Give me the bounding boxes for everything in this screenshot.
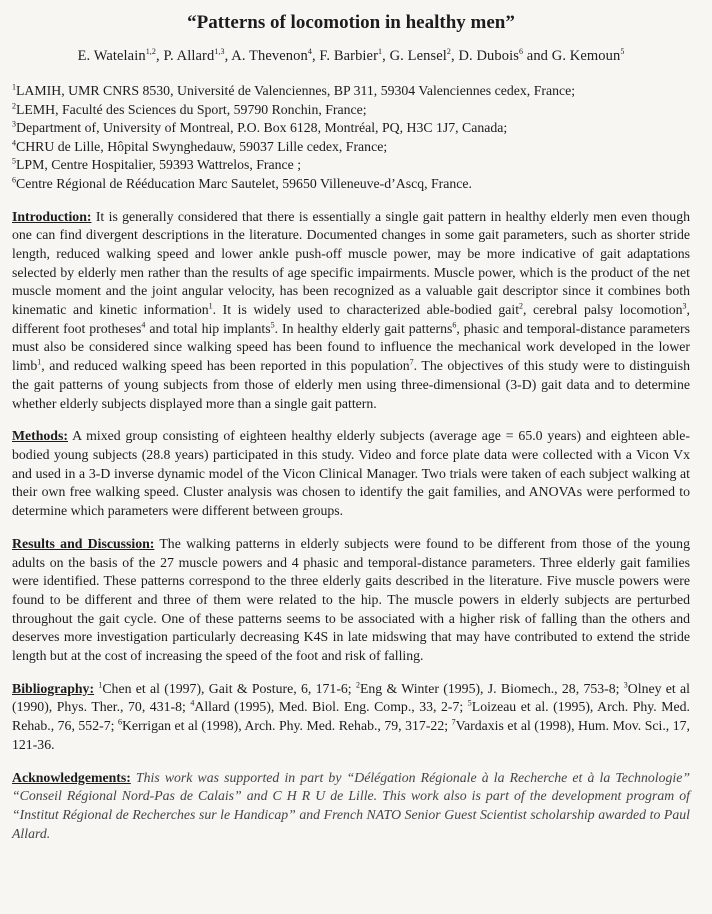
author-separator: , (450, 48, 459, 64)
bibliography-citation-mark: 3 (623, 680, 628, 690)
introduction-citation-mark: 7 (409, 357, 414, 367)
methods-body: A mixed group consisting of eighteen healthy elderly subjects (average age = 65.0 years) and eighteen able-bodied young subjects (28.8 years) participated in this study. Video and force plate data were collected with a Vicon Vx and used in a 3-D inverse dynamic model of the Vicon Clinical Manager. Two trials were taken of each subject walking at their own free walking speed. Cluster analysis was chosen to identify the gait families, and ANOVAs were performed to determine which parameters were different between groups. (12, 428, 690, 519)
author-list (12, 48, 690, 68)
acknowledgements-body: This work was supported in part by “Délégation Régionale à la Recherche et à la Technologie” “Conseil Régional Nord-Pas de Calais” and C H R U de Lille. This work also is part of the development program of “Institut Régional de Recherches sur le Handicap” and French NATO Senior Guest Scientist scholarship awarded to Paul Allard. (12, 769, 690, 841)
introduction-text: . The objectives of this study were to distinguish the gait patterns of young subjects from those of elderly men using three-dimensional (3-D) gait data and to determine whether elderly subjects displayed more than a single gait pattern. (12, 358, 690, 411)
introduction-text: , different foot protheses (12, 302, 690, 336)
paper-title: “Patterns of locomotion in healthy men” (187, 12, 515, 33)
author-name: A. Thevenon (231, 48, 308, 64)
results-heading: Results and Discussion: (12, 535, 155, 551)
author-affiliation-mark: 6 (518, 47, 524, 57)
bibliography-text: Chen et al (1997), Gait & Posture, 6, 171-6; (102, 680, 356, 696)
acknowledgements-heading: Acknowledgements: (12, 769, 131, 785)
bibliography-citation-mark: 4 (190, 698, 195, 708)
author-affiliation-mark: 1,3 (214, 47, 225, 57)
affiliation-mark: 3 (12, 119, 16, 129)
author-name: G. Lensel (389, 48, 447, 64)
author-name: D. Dubois (458, 48, 519, 64)
author-name: G. Kemoun (551, 48, 621, 64)
bibliography-text: Olney et al (1990), Phys. Ther., 70, 431-8; (12, 680, 690, 715)
introduction-citation-mark: 5 (270, 320, 275, 330)
introduction-text: . It is widely used to characterized able-bodied gait (212, 302, 520, 318)
author-separator: , (382, 48, 390, 64)
results-section (12, 535, 690, 666)
author-separator: , (156, 48, 164, 64)
introduction-citation-mark: 2 (519, 301, 524, 311)
affiliation-mark: 6 (12, 175, 16, 185)
affiliation-line (12, 101, 690, 120)
results-body: The walking patterns in elderly subjects were found to be different from those of the young adults on the basis of the 27 muscle powers and 4 phasic and temporal-distance parameters. Three elderly gait families were identified. These patterns correspond to the three elderly gaits described in the literature. Five muscle powers were found to be different and three of them were related to the hip. The muscle powers in elderly subjects are perturbed throughout the gait cycle. One of these patterns seems to be associated with a higher risk of falling than the others and deserves more investigation particularly decreasing K4S in late midswing that may have contributed to extend the stride length but at the cost of increasing the speed of the foot and risk of falling. (12, 535, 690, 664)
author-affiliation-mark: 4 (307, 47, 312, 57)
introduction-text: It is generally considered that there is essentially a single gait pattern in healthy elderly men even though one can find divergent descriptions in the literature. Documented changes in some gait parameters, such as shorter stride length, reduced walking speed and lower ankle push-off muscle power, may be more indicative of gait adaptations selected by elderly men rather than the results of age specific impairments. Muscle power, which is the product of the net muscle moment and the joint angular velocity, has been recognized as a valuable gait descriptor since it combines both kinematic and kinetic information (12, 208, 690, 318)
affiliation-mark: 5 (12, 156, 16, 166)
bibliography-text: Loizeau et al. (1995), Arch. Phy. Med. Rehab., 76, 552-7; (12, 699, 690, 734)
introduction-body (12, 209, 690, 411)
affiliation-list (12, 82, 690, 194)
introduction-heading: Introduction: (12, 208, 92, 224)
author-affiliation-mark: 5 (620, 47, 625, 57)
author-separator: , (224, 48, 232, 64)
affiliation-line (12, 82, 690, 101)
affiliation-line (12, 119, 690, 138)
affiliation-mark: 4 (12, 138, 16, 148)
introduction-citation-mark: 3 (682, 301, 687, 311)
introduction-text: . In healthy elderly gait patterns (274, 320, 453, 336)
author-affiliation-mark: 1 (378, 47, 383, 57)
author-affiliation-mark: 1,2 (145, 47, 156, 57)
affiliation-text: LAMIH, UMR CNRS 8530, Université de Valenciennes, BP 311, 59304 Valenciennes cedex, France; (16, 83, 576, 98)
author-separator: , (311, 48, 320, 64)
introduction-citation-mark: 1 (208, 301, 213, 311)
author-affiliation-mark: 2 (446, 47, 451, 57)
introduction-citation-mark: 1 (37, 357, 42, 367)
author-name: F. Barbier (319, 48, 379, 64)
affiliation-mark: 1 (12, 82, 16, 92)
affiliation-line (12, 175, 690, 194)
bibliography-heading: Bibliography: (12, 680, 95, 696)
introduction-text: , and reduced walking speed has been reported in this population (41, 358, 410, 374)
affiliation-text: Centre Régional de Rééducation Marc Sautelet, 59650 Villeneuve-d’Ascq, France. (16, 175, 472, 191)
affiliation-text: CHRU de Lille, Hôpital Swynghedauw, 59037 Lille cedex, France; (16, 138, 388, 154)
affiliation-mark: 2 (12, 101, 16, 110)
bibliography-citation-mark: 1 (98, 680, 103, 690)
bibliography-citation-mark: 5 (467, 698, 472, 708)
author-separator: and (523, 48, 552, 64)
affiliation-line (12, 138, 690, 157)
introduction-text: , phasic and temporal-distance parameters must also be considered since walking speed has been found to influence the mechanical work developed in the lower limb (12, 320, 691, 374)
bibliography-citation-mark: 7 (451, 717, 456, 727)
bibliography-body (12, 681, 690, 752)
bibliography-text: Vardaxis et al (1998), Hum. Mov. Sci., 17, 121-36. (12, 718, 691, 752)
bibliography-text: Allard (1995), Med. Biol. Eng. Comp., 33, 2-7; (194, 699, 468, 715)
bibliography-citation-mark: 2 (355, 680, 360, 690)
introduction-citation-mark: 4 (141, 320, 146, 330)
author-name: E. Watelain (77, 48, 146, 64)
affiliation-text: Department of, University of Montreal, P.O. Box 6128, Montréal, PQ, H3C 1J7, Canada; (16, 120, 508, 136)
methods-heading: Methods: (12, 428, 68, 444)
bibliography-section (12, 680, 690, 755)
affiliation-text: LEMH, Faculté des Sciences du Sport, 59790 Ronchin, France; (16, 101, 367, 117)
bibliography-citation-mark: 6 (117, 717, 122, 727)
author-name: P. Allard (163, 48, 215, 64)
introduction-citation-mark: 6 (452, 320, 457, 330)
affiliation-line (12, 156, 690, 175)
methods-section (12, 427, 690, 521)
bibliography-text: Kerrigan et al (1998), Arch. Phy. Med. Rehab., 79, 317-22; (121, 718, 452, 734)
acknowledgements-section (12, 769, 690, 844)
introduction-text: and total hip implants (145, 320, 271, 336)
affiliation-text: LPM, Centre Hospitalier, 59393 Wattrelos, France ; (16, 157, 302, 173)
introduction-section (12, 208, 690, 414)
introduction-text: , cerebral palsy locomotion (523, 302, 683, 318)
bibliography-text: Eng & Winter (1995), J. Biomech., 28, 753-8; (359, 680, 624, 696)
